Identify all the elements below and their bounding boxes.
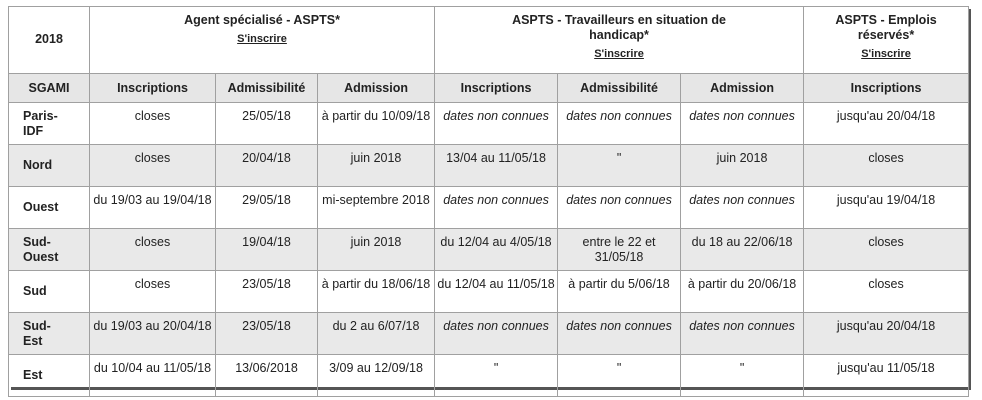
column-header: Inscriptions [435, 74, 558, 103]
table-cell: à partir du 18/06/18 [318, 271, 435, 313]
table-row [9, 229, 969, 271]
signup-link-reserved[interactable]: S'inscrire [861, 48, 911, 60]
region-cell [9, 103, 90, 145]
table-row [9, 313, 969, 355]
region-cell [9, 145, 90, 187]
region-label: Est [23, 368, 43, 382]
region-label: Sud [23, 284, 47, 298]
table-cell: " [681, 355, 804, 397]
table-row [9, 145, 969, 187]
signup-link-aspts[interactable]: S'inscrire [237, 33, 287, 45]
table-cell: à partir du 20/06/18 [681, 271, 804, 313]
table-cell: 29/05/18 [216, 187, 318, 229]
table-cell: jusqu'au 19/04/18 [804, 187, 969, 229]
table-cell: dates non connues [435, 187, 558, 229]
table-cell: dates non connues [681, 313, 804, 355]
table-cell: closes [90, 271, 216, 313]
table-cell: 3/09 au 12/09/18 [318, 355, 435, 397]
table-cell: entre le 22 et 31/05/18 [558, 229, 681, 271]
table-cell: dates non connues [435, 313, 558, 355]
table-cell: jusqu'au 20/04/18 [804, 313, 969, 355]
table-cell: juin 2018 [318, 229, 435, 271]
group-title-aspts: Agent spécialisé - ASPTS* [184, 13, 340, 27]
table-cell: mi-septembre 2018 [318, 187, 435, 229]
table-cell: du 12/04 au 4/05/18 [435, 229, 558, 271]
table-cell: 25/05/18 [216, 103, 318, 145]
group-header-reserved [804, 7, 969, 74]
table-body [9, 103, 969, 397]
table-cell: closes [90, 103, 216, 145]
region-label: Ouest [23, 200, 59, 214]
group-header-handicap [435, 7, 804, 74]
table-cell: 23/05/18 [216, 271, 318, 313]
region-cell [9, 187, 90, 229]
table-cell: closes [90, 229, 216, 271]
region-cell [9, 355, 90, 397]
table-row [9, 271, 969, 313]
table-cell: du 10/04 au 11/05/18 [90, 355, 216, 397]
table-row [9, 103, 969, 145]
table-row [9, 187, 969, 229]
table-cell: juin 2018 [681, 145, 804, 187]
table-cell: " [435, 355, 558, 397]
table-cell: dates non connues [435, 103, 558, 145]
column-header: Admissibilité [558, 74, 681, 103]
schedule-table-frame [8, 6, 968, 387]
signup-link-handicap[interactable]: S'inscrire [594, 48, 644, 60]
column-header: Inscriptions [804, 74, 969, 103]
group-title-handicap: ASPTS - Travailleurs en situation de handicap* [512, 13, 727, 42]
table-cell: jusqu'au 11/05/18 [804, 355, 969, 397]
table-cell: closes [90, 145, 216, 187]
table-cell: " [558, 145, 681, 187]
table-cell: closes [804, 271, 969, 313]
table-cell: du 19/03 au 20/04/18 [90, 313, 216, 355]
column-header-row [9, 74, 969, 103]
table-cell: à partir du 10/09/18 [318, 103, 435, 145]
table-cell: à partir du 5/06/18 [558, 271, 681, 313]
group-title-reserved: ASPTS - Emplois réservés* [835, 13, 937, 42]
table-cell: dates non connues [681, 187, 804, 229]
table-cell: " [558, 355, 681, 397]
column-header: Admission [318, 74, 435, 103]
column-header: Inscriptions [90, 74, 216, 103]
region-label: Nord [23, 158, 53, 172]
table-cell: 23/05/18 [216, 313, 318, 355]
table-cell: du 18 au 22/06/18 [681, 229, 804, 271]
table-cell: du 19/03 au 19/04/18 [90, 187, 216, 229]
group-header-aspts [90, 7, 435, 74]
table-cell: jusqu'au 20/04/18 [804, 103, 969, 145]
table-cell: 13/06/2018 [216, 355, 318, 397]
region-label: Sud-Ouest [23, 234, 59, 264]
table-cell: dates non connues [558, 313, 681, 355]
table-cell: dates non connues [558, 187, 681, 229]
column-header: Admissibilité [216, 74, 318, 103]
region-cell [9, 313, 90, 355]
table-cell: du 2 au 6/07/18 [318, 313, 435, 355]
table-cell: 13/04 au 11/05/18 [435, 145, 558, 187]
recruitment-schedule-table [8, 6, 969, 397]
column-header: Admission [681, 74, 804, 103]
table-cell: 19/04/18 [216, 229, 318, 271]
region-cell [9, 271, 90, 313]
region-label: Sud-Est [23, 318, 51, 348]
table-cell: dates non connues [558, 103, 681, 145]
table-cell: closes [804, 145, 969, 187]
table-cell: du 12/04 au 11/05/18 [435, 271, 558, 313]
region-label: Paris-IDF [23, 108, 58, 138]
table-cell: closes [804, 229, 969, 271]
year-cell: 2018 [9, 7, 90, 74]
column-header: SGAMI [9, 74, 90, 103]
table-cell: dates non connues [681, 103, 804, 145]
table-cell: juin 2018 [318, 145, 435, 187]
table-cell: 20/04/18 [216, 145, 318, 187]
region-cell [9, 229, 90, 271]
table-row [9, 355, 969, 397]
group-header-row [9, 7, 969, 74]
